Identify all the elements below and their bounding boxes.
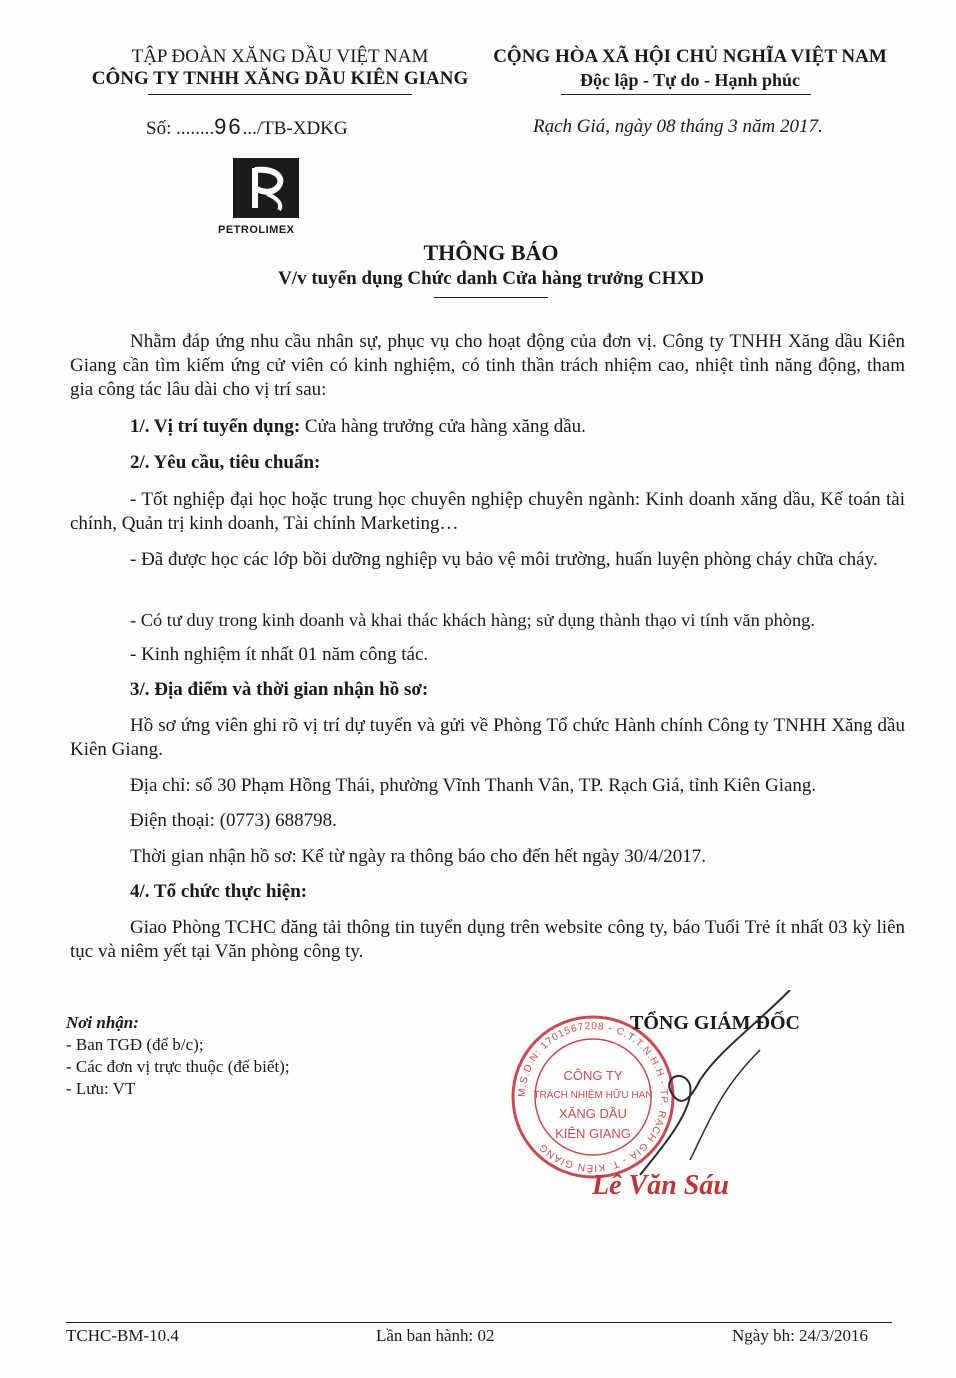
motto-underline <box>561 94 811 95</box>
stamp-line-4: KIÊN GIANG <box>555 1126 631 1141</box>
subtitle-underline <box>434 297 548 298</box>
document-date: Rạch Giá, ngày 08 tháng 3 năm 2017. <box>533 116 823 137</box>
stamp-ring-text: M.S.D.N: 1701567208 - C.T.T.N.H.H - TP. RẠCH GIÁ - T. KIÊN GIANG <box>516 1020 670 1174</box>
number-value: 96 <box>214 114 243 139</box>
company-name: CÔNG TY TNHH XĂNG DẦU KIÊN GIANG <box>91 68 469 89</box>
recipients-title: Nơi nhận: <box>66 1013 139 1032</box>
issue-date: Ngày bh: 24/3/2016 <box>732 1326 868 1345</box>
document-title: THÔNG BÁO <box>423 240 559 265</box>
location-item: Địa chỉ: số 30 Phạm Hồng Thái, phường Vĩnh Thanh Vân, TP. Rạch Giá, tỉnh Kiên Giang. <box>130 775 817 796</box>
recipient-item: - Lưu: VT <box>66 1079 136 1098</box>
section-1-text: Cửa hàng trưởng cửa hàng xăng dầu. <box>300 416 586 437</box>
republic-name: CỘNG HÒA XÃ HỘI CHỦ NGHĨA VIỆT NAM <box>493 46 887 67</box>
location-item: Thời gian nhận hồ sơ: Kể từ ngày ra thông báo cho đến hết ngày 30/4/2017. <box>130 846 707 867</box>
footer-divider <box>66 1322 892 1323</box>
recipient-item: - Các đơn vị trực thuộc (để biết); <box>66 1057 290 1076</box>
requirement-item: - Có tư duy trong kinh doanh và khai thác khách hàng; sử dụng thành thạo vi tính văn phòng. <box>130 610 815 630</box>
location-item: Hồ sơ ứng viên ghi rõ vị trí dự tuyển và gửi về Phòng Tổ chức Hành chính Công ty TNHH Xăng dầu Kiên Giang. <box>70 715 905 760</box>
petrolimex-logo <box>233 158 299 218</box>
section-4-text: Giao Phòng TCHC đăng tải thông tin tuyển dụng trên website công ty, báo Tuổi Trẻ ít nhất 03 kỳ liên tục và niêm yết tại Văn phòng công ty. <box>70 917 905 962</box>
document-subtitle: V/v tuyển dụng Chức danh Cửa hàng trưởng CHXD <box>278 268 704 289</box>
signer-name: Lê Văn Sáu <box>592 1170 729 1201</box>
number-suffix: .../TB-XDKG <box>242 118 348 139</box>
number-prefix: Số: ........ <box>146 118 215 139</box>
group-name: TẬP ĐOÀN XĂNG DẦU VIỆT NAM <box>131 46 429 67</box>
petrolimex-logo-icon <box>233 158 299 218</box>
requirement-item: - Kinh nghiệm ít nhất 01 năm công tác. <box>130 644 429 665</box>
form-code: TCHC-BM-10.4 <box>66 1326 179 1345</box>
requirement-item: - Tốt nghiệp đại học hoặc trung học chuyên nghiệp chuyên ngành: Kinh doanh xăng dầu, Kế toán tài chính, Quản trị kinh doanh, Tài chính Marketing… <box>70 489 905 534</box>
stamp-line-2: TRÁCH NHIỆM HỮU HẠN <box>533 1090 653 1101</box>
national-motto: Độc lập - Tự do - Hạnh phúc <box>579 70 801 90</box>
edition: Lần ban hành: 02 <box>376 1326 495 1345</box>
recipients-block <box>66 1012 290 1100</box>
section-1-label: 1/. Vị trí tuyển dụng: <box>130 416 301 437</box>
section-4-label: 4/. Tổ chức thực hiện: <box>130 881 308 902</box>
intro-paragraph: Nhằm đáp ứng nhu cầu nhân sự, phục vụ cho hoạt động của đơn vị. Công ty TNHH Xăng dầu Kiên Giang cần tìm kiếm ứng cử viên có kinh nghiệm, có tinh thần trách nhiệm cao, nhiệt tình năng động, tham gia công tác lâu dài cho vị trí sau: <box>70 331 905 400</box>
requirement-item: - Đã được học các lớp bồi dưỡng nghiệp vụ bảo vệ môi trường, huấn luyện phòng cháy chữa cháy. <box>130 549 878 570</box>
handwritten-signature-icon <box>600 990 830 1190</box>
section-2-label: 2/. Yêu cầu, tiêu chuẩn: <box>130 452 321 473</box>
section-3-label: 3/. Địa điểm và thời gian nhận hồ sơ: <box>130 679 429 700</box>
signature-title: TỔNG GIÁM ĐỐC <box>630 1012 800 1034</box>
stamp-line-3: XĂNG DẦU <box>559 1106 627 1121</box>
recipient-item: - Ban TGĐ (để b/c); <box>66 1035 204 1054</box>
location-item: Điện thoại: (0773) 688798. <box>130 810 337 831</box>
document-number <box>146 114 348 140</box>
stamp-line-1: CÔNG TY <box>563 1068 623 1083</box>
company-underline <box>148 94 412 95</box>
logo-text: PETROLIMEX <box>218 224 295 236</box>
section-1 <box>70 415 905 439</box>
